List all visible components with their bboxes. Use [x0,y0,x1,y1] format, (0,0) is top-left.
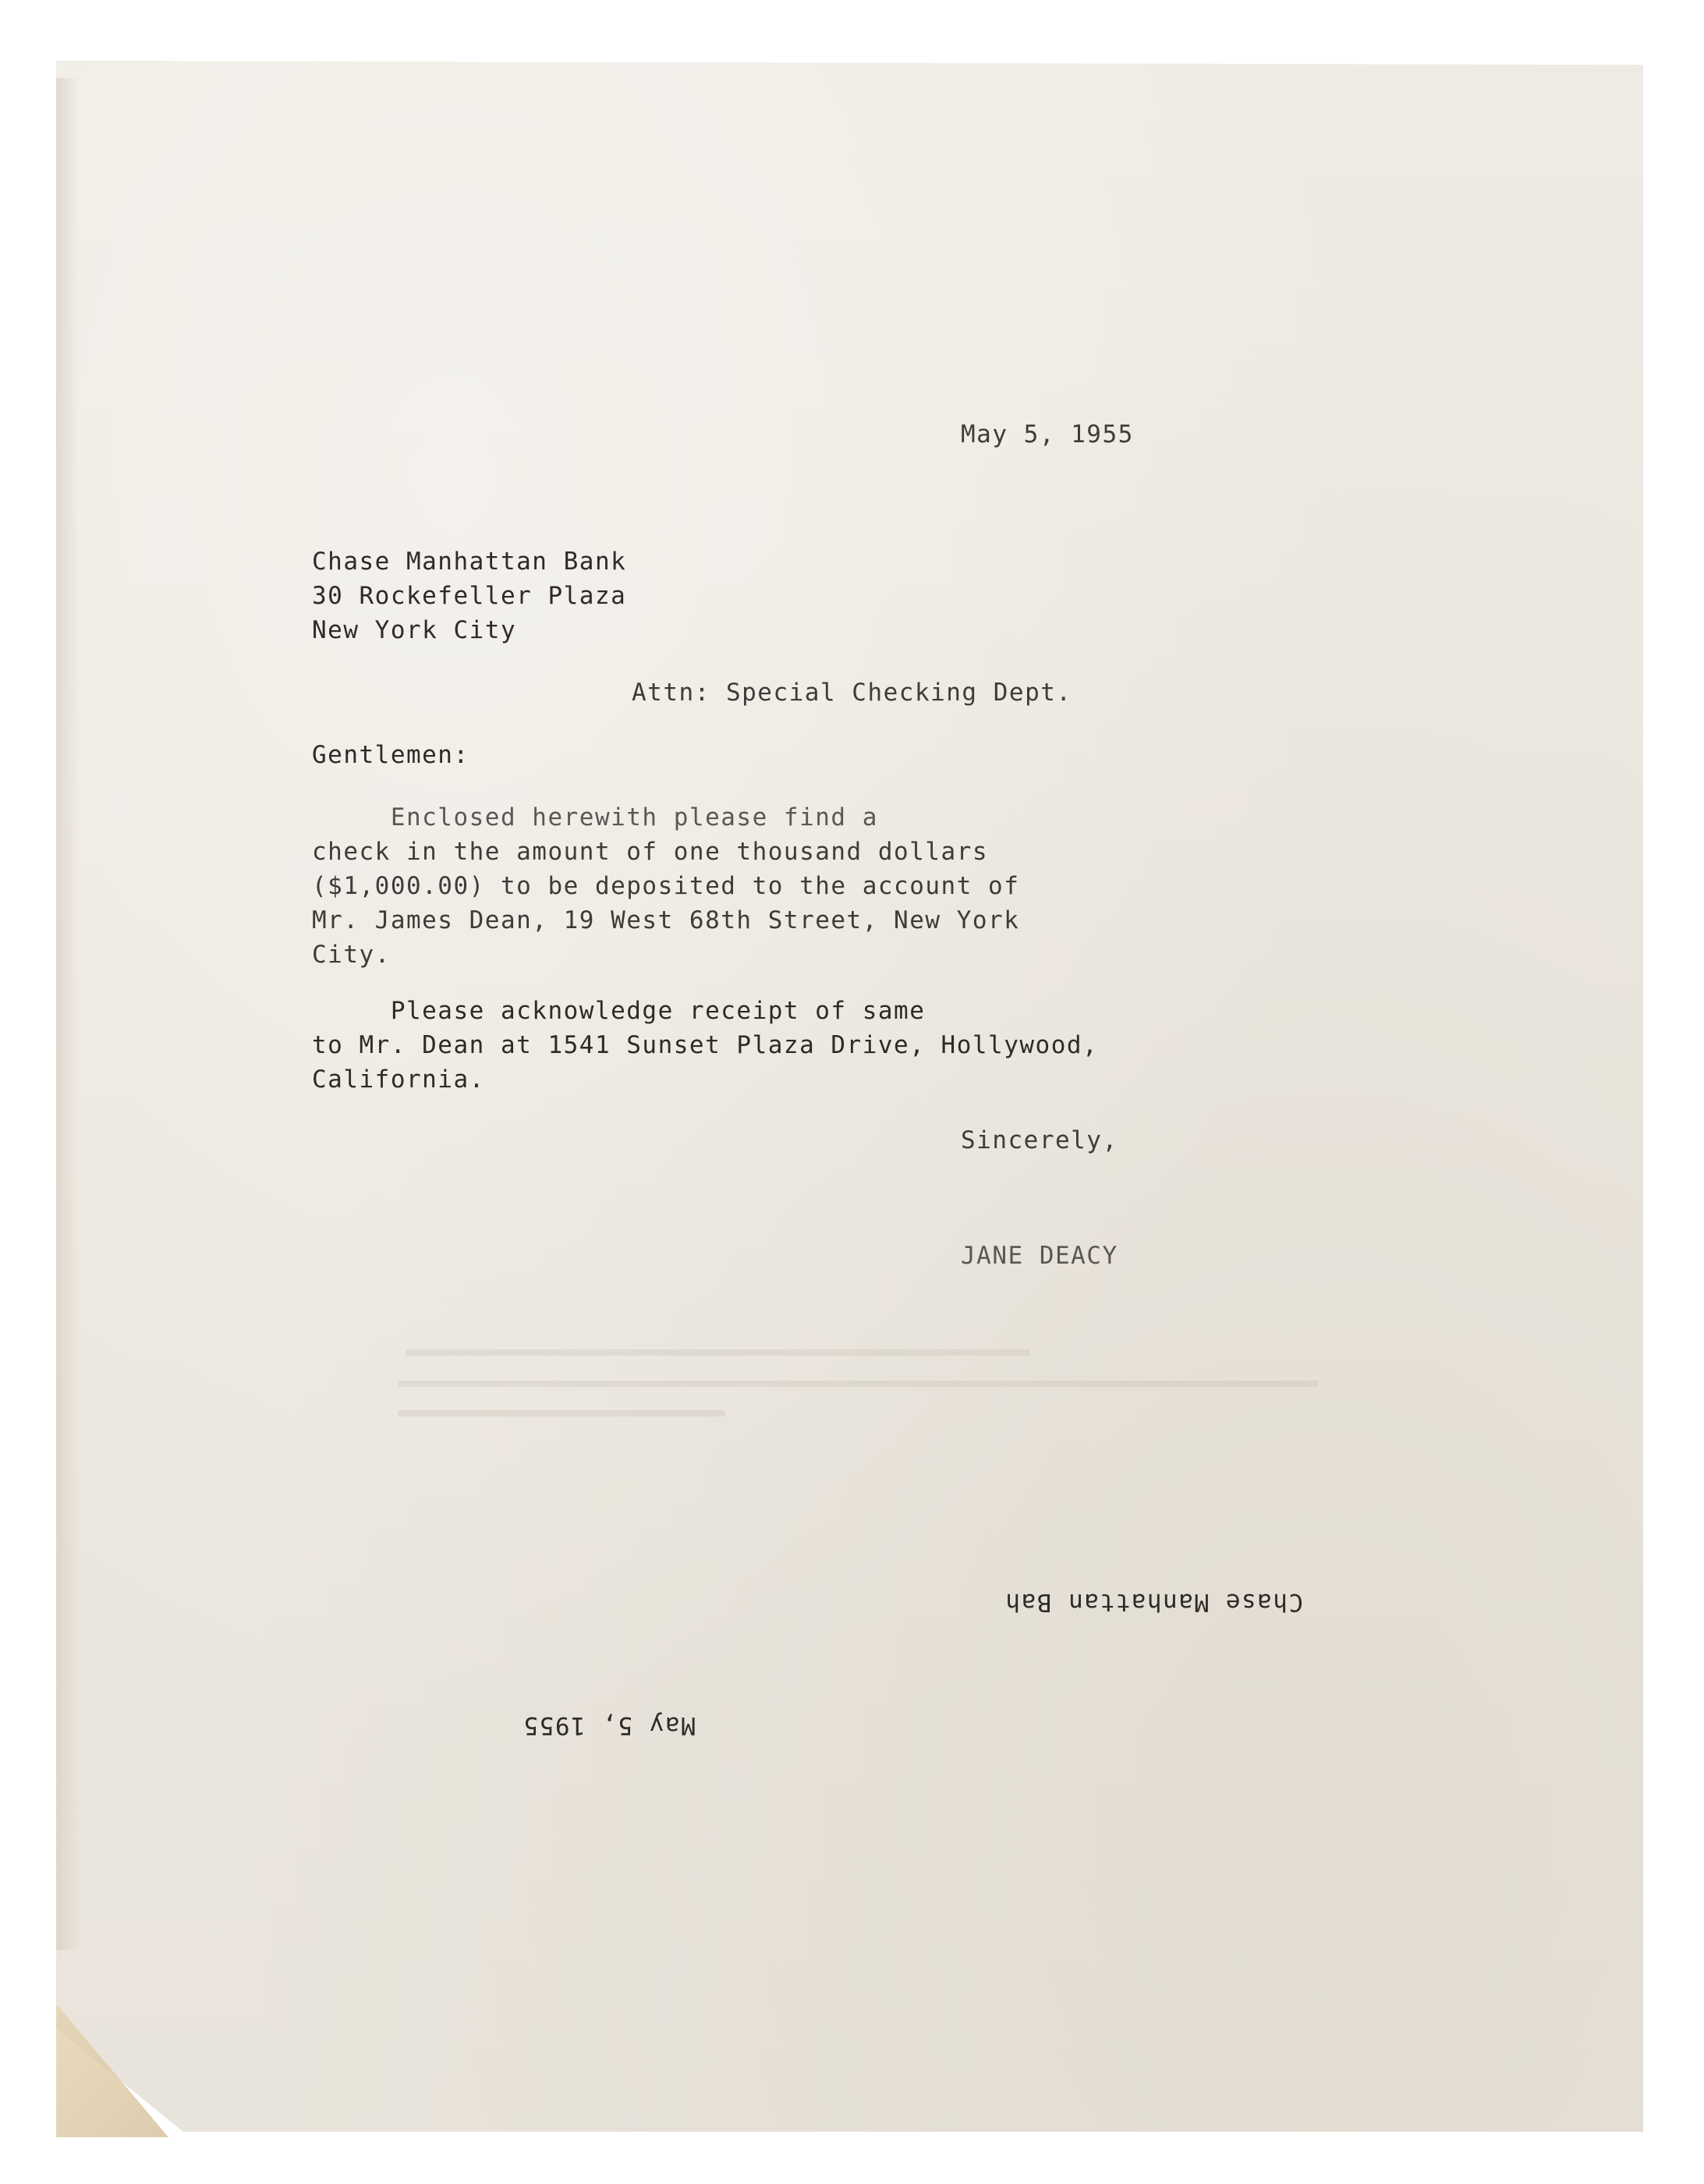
letter-date: May 5, 1955 [961,420,1134,448]
address-line: New York City [312,616,517,644]
address-line: Chase Manhattan Bank [312,548,627,576]
body-line: check in the amount of one thousand dollars [312,838,989,866]
paper-edge-shadow [56,78,80,1950]
address-line: 30 Rockefeller Plaza [312,582,627,610]
body-line: City. [312,941,391,969]
ghost-marks [398,1410,725,1416]
body-line: to Mr. Dean at 1541 Sunset Plaza Drive, Hollywood, [312,1031,1099,1059]
paper-sheet [56,61,1643,2132]
attention-line: Attn: Special Checking Dept. [632,679,1072,707]
ghost-marks [406,1349,1029,1356]
signature: JANE DEACY [961,1242,1118,1270]
upside-down-line: Chase Manhattan Bah [1004,1588,1304,1616]
body-line: Enclosed herewith please find a [312,803,878,831]
body-line: California. [312,1065,485,1094]
ghost-marks [398,1381,1318,1387]
upside-down-line: May 5, 1955 [523,1711,696,1739]
salutation: Gentlemen: [312,741,469,769]
closing: Sincerely, [961,1126,1118,1154]
body-line: Please acknowledge receipt of same [312,997,926,1025]
body-line: ($1,000.00) to be deposited to the account of [312,872,1020,900]
body-line: Mr. James Dean, 19 West 68th Street, New York [312,906,1020,934]
